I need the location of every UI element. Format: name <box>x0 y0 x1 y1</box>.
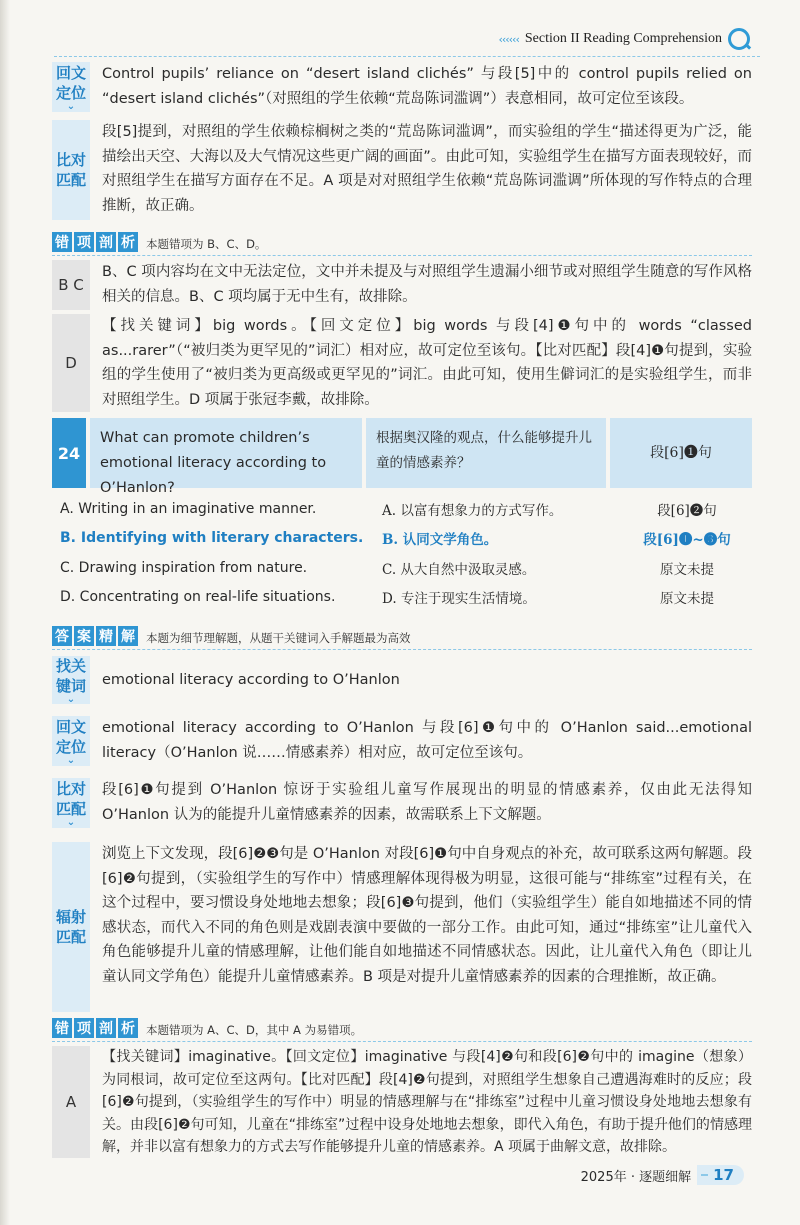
question-english: What can promote children’s emotional literacy according to O’Hanlon? <box>90 418 362 488</box>
tag-compare <box>52 778 90 828</box>
page-number: 17 <box>697 1165 744 1185</box>
section-note: 本题为细节理解题，从题干关键词入手解题最为高效 <box>146 631 411 645</box>
section-heading <box>52 1018 138 1038</box>
tag-locate <box>52 716 90 766</box>
tag-label: 找关键词 <box>55 657 86 695</box>
heading-char: 剖 <box>96 1018 116 1038</box>
option-en: C. Drawing inspiration from nature. <box>60 559 308 576</box>
book-spine-shadow <box>0 0 10 1225</box>
block-compare-match <box>52 120 752 220</box>
heading-char: 项 <box>74 232 94 252</box>
heading-char: 析 <box>118 1018 138 1038</box>
option-d <box>60 583 752 613</box>
option-loc: 段[6]❷句 <box>657 502 717 519</box>
chevron-down-icon: ⌄ <box>66 817 76 828</box>
wrong-option-a <box>52 1046 752 1158</box>
block-locate-text <box>52 62 752 112</box>
option-c <box>60 553 752 583</box>
section-answer-explained <box>52 626 752 650</box>
block-text: 段[5]提到，对照组的学生依赖棕榈树之类的“荒岛陈词滥调”，而实验组的学生“描述得更为广泛，能描绘出天空、大海以及大气情况这些更广阔的画面”。由此可知，实验组学生在描写方面表现较好，而对照组学生在描写方面存在不足。A 项是对对照组学生依赖“荒岛陈词滥调”所体现的写作特点的合理推断，故正确。 <box>102 124 752 214</box>
option-en: B. Identifying with literary characters. <box>60 530 364 547</box>
step-find-keyword <box>52 656 752 704</box>
wrong-option-d <box>52 314 752 412</box>
chevron-down-icon: ⌄ <box>66 694 76 705</box>
tag-label: B C <box>58 276 84 294</box>
question-chinese: 根据奥汉隆的观点，什么能够提升儿童的情感素养？ <box>366 418 606 488</box>
option-zh: A. 以富有想象力的方式写作。 <box>382 502 563 519</box>
header-divider <box>54 56 760 57</box>
tag-keyword <box>52 656 90 704</box>
question-number: 24 <box>52 418 86 488</box>
option-en: A. Writing in an imaginative manner. <box>60 500 317 517</box>
section-title: Section II Reading Comprehension <box>524 31 722 46</box>
option-loc: 原文未提 <box>660 591 714 608</box>
page-header <box>498 28 750 50</box>
section-wrong-analysis-2 <box>52 1018 752 1042</box>
step-compare-match <box>52 778 752 828</box>
option-zh: B. 认同文学角色。 <box>382 532 498 549</box>
tag-label: 比对匹配 <box>55 780 86 818</box>
heading-char: 错 <box>52 1018 72 1038</box>
tag-locate <box>52 62 90 112</box>
block-text: 段[6]❶句提到 O’Hanlon 惊讶于实验组儿童写作展现出的明显的情感素养，仅由此无法得知 O’Hanlon 认为的能提升儿童情感素养的因素，故需联系上下文解题。 <box>102 782 752 823</box>
tag-option <box>52 314 90 412</box>
question-box <box>52 418 752 496</box>
wrong-option-bc <box>52 260 752 310</box>
heading-char: 项 <box>74 1018 94 1038</box>
option-b-correct <box>60 524 752 554</box>
heading-char: 精 <box>96 626 116 646</box>
block-text: emotional literacy according to O’Hanlon 与段[6]❶句中的 O’Hanlon said...emotional literacy（O’Hanlon 说……情感素养）相对应，故可定位至该句。 <box>102 720 752 761</box>
section-heading <box>52 626 138 646</box>
tag-option <box>52 260 90 310</box>
heading-char: 解 <box>118 626 138 646</box>
options-table <box>60 494 752 612</box>
block-text: 【找关键词】imaginative。【回文定位】imaginative 与段[4]❷句和段[6]❷句中的 imagine（想象）为同根词，故可定位至这两句。【比对匹配】段[4]❷句提到，对照组学生想象自己遭遇海难时的反应；段[6]❷句提到，（实验组学生的写作中）明显的情感理解与在“排练室”过程中儿童习惯设身处地地去想象有关。由段[6]❷句可知，儿童在“排练室”过程中设身处地地去想象，即代入角色，有助于提升他们的情感理解，并非以富有想象力的方式去写作能够提升儿童的情感素养。A 项属于曲解文意，故排除。 <box>102 1049 752 1155</box>
tag-label: 回文定位 <box>55 718 86 756</box>
option-zh: D. 专注于现实生活情境。 <box>382 591 536 608</box>
section-note: 本题错项为 B、C、D。 <box>146 237 267 251</box>
book-title: 2025年 · 逐题细解 <box>580 1169 692 1185</box>
chevron-down-icon: ⌄ <box>66 755 76 766</box>
heading-char: 案 <box>74 626 94 646</box>
tag-label: A <box>65 1093 77 1111</box>
q-logo-icon <box>728 28 750 50</box>
tag-option <box>52 1046 90 1158</box>
tag-label: 比对匹配 <box>55 151 86 189</box>
heading-char: 析 <box>118 232 138 252</box>
option-en: D. Concentrating on real-life situations. <box>60 589 336 606</box>
option-a <box>60 494 752 524</box>
tag-label: 辐射匹配 <box>55 908 86 946</box>
option-loc: 原文未提 <box>660 561 714 578</box>
step-radiate-match <box>52 842 752 1012</box>
page-footer <box>581 1165 744 1185</box>
option-loc: 段[6]❶~❸句 <box>643 532 731 549</box>
option-zh: C. 从大自然中汲取灵感。 <box>382 561 536 578</box>
chevron-down-icon: ⌄ <box>66 101 76 112</box>
tag-radiate <box>52 842 90 1012</box>
heading-char: 答 <box>52 626 72 646</box>
block-text: Control pupils’ reliance on “desert island clichés” 与段[5]中的 control pupils relied on “desert island clichés”（对照组的学生依赖“荒岛陈词滥调”）表意相同，故可定位至该段。 <box>102 66 752 107</box>
section-heading <box>52 232 138 252</box>
section-note: 本题错项为 A、C、D，其中 A 为易错项。 <box>146 1023 363 1037</box>
step-locate-text <box>52 716 752 766</box>
chevrons-icon: ‹‹‹‹‹‹ <box>498 32 519 46</box>
block-text: 【找关键词】big words。【回文定位】big words 与段[4]❶句中的 words “classed as...rarer”（“被归类为更罕见的”词汇）相对应，故可定位至该句。【比对匹配】段[4]❶句提到，实验组的学生使用了“被归类为更高级或更罕见的”词汇。由此可知，使用生僻词汇的是实验组学生，而非对照组学生。D 项属于张冠李戴，故排除。 <box>102 318 752 408</box>
heading-char: 错 <box>52 232 72 252</box>
question-location: 段[6]❶句 <box>610 418 752 488</box>
block-text: 浏览上下文发现，段[6]❷❸句是 O’Hanlon 对段[6]❶句中自身观点的补充，故可联系这两句解题。段[6]❷句提到，（实验组学生的写作中）情感理解体现得极为明显，这很可能与“排练室”过程有关，在这个过程中，要习惯设身处地地去想象；段[6]❸句提到，他们（实验组学生）能自如地描述不同的情感状态，而代入不同的角色则是戏剧表演中要做的一部分工作。由此可知，通过“排练室”让儿童代入角色能够提升儿童的情感理解，让他们能自如地描述不同情感状态。因此，让儿童代入角色（即让儿童认同文学角色）能提升儿童情感素养。B 项是对提升儿童情感素养的因素的合理推断，故正确。 <box>102 846 752 985</box>
heading-char: 剖 <box>96 232 116 252</box>
block-text: emotional literacy according to O’Hanlon <box>102 671 400 688</box>
tag-compare <box>52 120 90 220</box>
tag-label: 回文定位 <box>55 64 86 102</box>
section-wrong-analysis-1 <box>52 232 752 256</box>
tag-label: D <box>65 354 77 372</box>
block-text: B、C 项内容均在文中无法定位，文中并未提及与对照组学生遗漏小细节或对照组学生随意的写作风格相关的信息。B、C 项均属于无中生有，故排除。 <box>102 264 752 305</box>
